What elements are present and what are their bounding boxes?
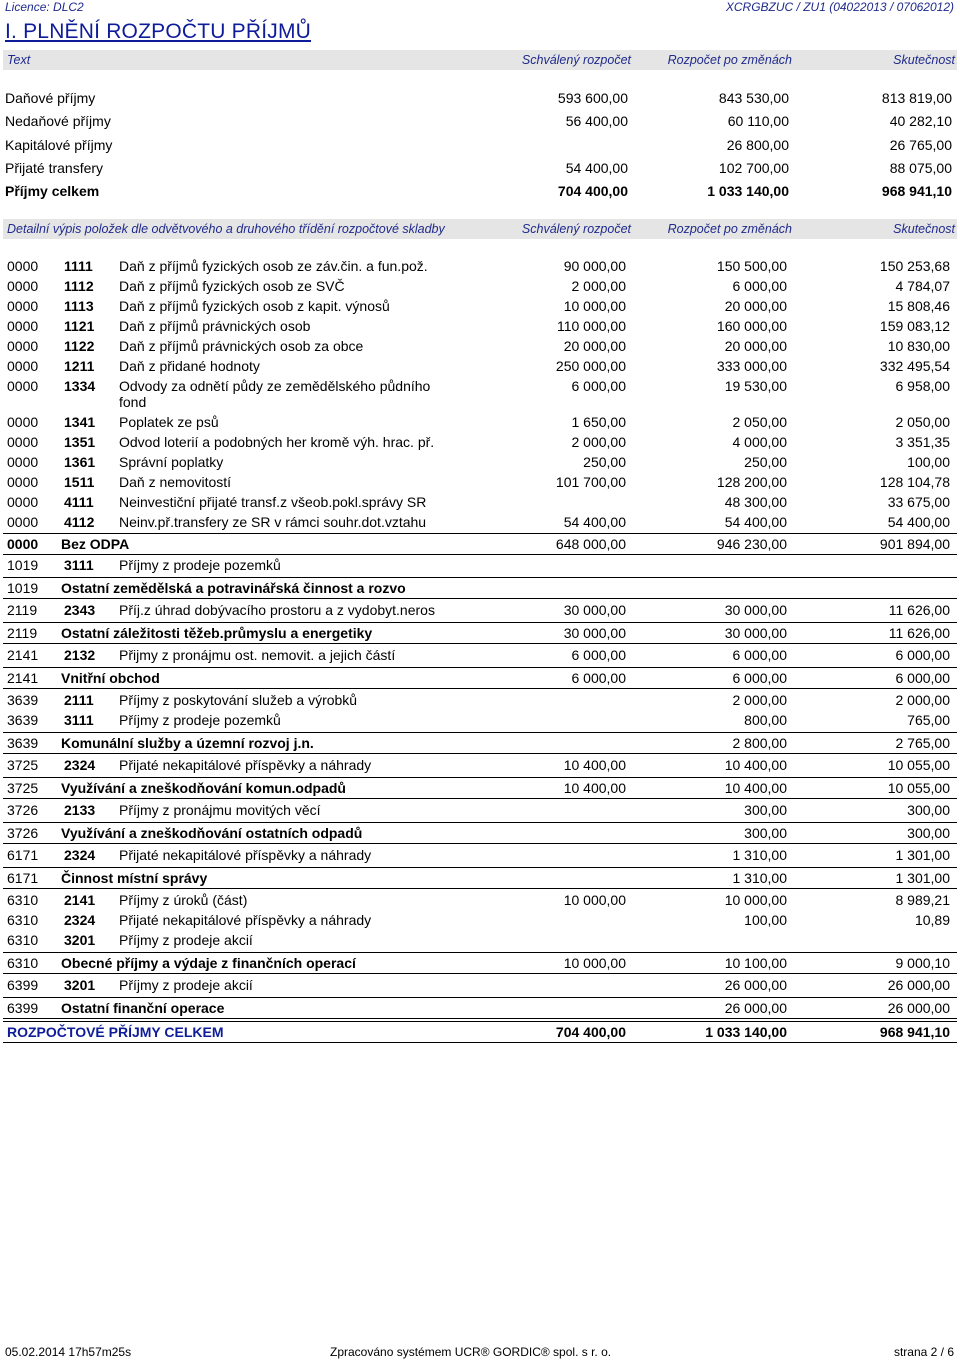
item-approved: 10 400,00 xyxy=(563,757,626,773)
item-text: Příjmy z úroků (část) xyxy=(119,892,248,908)
subtotal-label: Využívání a zneškodňování ostatních odpadů xyxy=(61,825,363,841)
item-text: Neinv.př.transfery ze SR v rámci souhr.dot.vztahu xyxy=(119,514,427,530)
item-actual: 765,00 xyxy=(907,712,950,728)
summary-changed: 1 033 140,00 xyxy=(707,183,789,199)
subtotal-approved: 10 000,00 xyxy=(563,955,626,971)
subtotal-paragraph: 6399 xyxy=(7,1000,39,1016)
item-text: Příj.z úhrad dobývacího prostoru a z vydobyt.neros xyxy=(119,602,435,618)
item-code: 2324 xyxy=(64,912,96,928)
item-code: 1121 xyxy=(64,318,95,334)
subtotal-actual: 9 000,10 xyxy=(895,955,950,971)
page-title: I. PLNĚNÍ ROZPOČTU PŘÍJMŮ xyxy=(5,20,312,43)
subtotal-paragraph: 3725 xyxy=(7,780,39,796)
summary-actual: 813 819,00 xyxy=(881,90,952,106)
item-changed: 2 050,00 xyxy=(732,414,787,430)
summary-changed: 843 530,00 xyxy=(718,90,789,106)
summary-approved: 56 400,00 xyxy=(565,113,628,129)
summary-changed: 60 110,00 xyxy=(727,113,789,129)
subtotal-row xyxy=(3,533,957,555)
paragraph-code: 0000 xyxy=(7,414,39,430)
subtotal-changed: 30 000,00 xyxy=(724,625,787,641)
item-text: Příjmy z pronájmu movitých věcí xyxy=(119,802,321,818)
summary-approved: 54 400,00 xyxy=(565,160,628,176)
subtotal-changed: 2 800,00 xyxy=(732,735,787,751)
item-text: Příjmy z prodeje pozemků xyxy=(119,712,281,728)
item-actual: 3 351,35 xyxy=(895,434,950,450)
summary-label: Příjmy celkem xyxy=(5,183,100,199)
item-approved: 90 000,00 xyxy=(563,258,626,274)
paragraph-code: 3725 xyxy=(7,757,39,773)
subtotal-changed: 10 400,00 xyxy=(724,780,787,796)
item-text: Správní poplatky xyxy=(119,454,224,470)
item-text: Daň z příjmů právnických osob xyxy=(119,318,311,334)
item-changed: 20 000,00 xyxy=(724,298,787,314)
subtotal-actual: 6 000,00 xyxy=(895,670,950,686)
paragraph-code: 6399 xyxy=(7,977,39,993)
summary-label: Kapitálové příjmy xyxy=(5,137,113,153)
licence-label: Licence: DLC2 xyxy=(5,0,84,14)
item-changed: 300,00 xyxy=(744,802,787,818)
paragraph-code: 0000 xyxy=(7,474,39,490)
subtotal-actual: 11 626,00 xyxy=(888,625,950,641)
subtotal-row xyxy=(3,952,957,974)
subtotal-paragraph: 0000 xyxy=(7,536,39,552)
item-changed: 10 400,00 xyxy=(724,757,787,773)
subtotal-actual: 901 894,00 xyxy=(879,536,950,552)
item-approved: 2 000,00 xyxy=(571,278,626,294)
item-code: 4111 xyxy=(64,494,94,510)
item-approved: 54 400,00 xyxy=(563,514,626,530)
subtotal-paragraph: 3726 xyxy=(7,825,39,841)
subtotal-label: Využívání a zneškodňování komun.odpadů xyxy=(61,780,346,796)
item-changed: 20 000,00 xyxy=(724,338,787,354)
item-text: Daň z příjmů fyzických osob ze SVČ xyxy=(119,278,345,294)
item-code: 1341 xyxy=(64,414,96,430)
paragraph-code: 3639 xyxy=(7,692,39,708)
summary-label: Přijaté transfery xyxy=(5,160,104,176)
item-text: Odvod loterií a podobných her kromě výh. hrac. př. xyxy=(119,434,435,450)
item-approved: 250,00 xyxy=(583,454,626,470)
item-actual: 54 400,00 xyxy=(887,514,950,530)
summary-row xyxy=(0,136,960,156)
top-bar xyxy=(0,0,960,14)
summary-row xyxy=(0,159,960,179)
item-code: 4112 xyxy=(64,514,95,530)
subtotal-changed: 300,00 xyxy=(744,825,787,841)
item-code: 1111 xyxy=(64,258,93,274)
summary-header-actual: Skutečnost xyxy=(893,53,955,67)
item-code: 3201 xyxy=(64,932,96,948)
item-changed: 150 500,00 xyxy=(716,258,787,274)
item-changed: 6 000,00 xyxy=(732,647,787,663)
grand-total-row xyxy=(3,1021,957,1043)
item-changed: 4 000,00 xyxy=(732,434,787,450)
summary-changed: 26 800,00 xyxy=(726,137,789,153)
item-code: 1211 xyxy=(64,358,95,374)
item-text: Neinvestiční přijaté transf.z všeob.pokl.správy SR xyxy=(119,494,427,510)
paragraph-code: 6310 xyxy=(7,912,39,928)
item-text: Příjmy z prodeje pozemků xyxy=(119,557,281,573)
item-actual: 6 958,00 xyxy=(895,378,950,394)
summary-approved: 704 400,00 xyxy=(557,183,628,199)
summary-label: Nedaňové příjmy xyxy=(5,113,111,129)
subtotal-actual: 300,00 xyxy=(907,825,950,841)
item-changed: 250,00 xyxy=(744,454,787,470)
paragraph-code: 3726 xyxy=(7,802,39,818)
item-changed: 19 530,00 xyxy=(724,378,787,394)
item-changed: 100,00 xyxy=(744,912,787,928)
summary-header xyxy=(3,50,957,70)
summary-actual: 40 282,10 xyxy=(889,113,952,129)
summary-header-changed: Rozpočet po změnách xyxy=(667,53,792,67)
paragraph-code: 0000 xyxy=(7,278,39,294)
paragraph-code: 0000 xyxy=(7,514,39,530)
item-actual: 10 830,00 xyxy=(887,338,950,354)
subtotal-label: Vnitřní obchod xyxy=(61,670,160,686)
subtotal-approved: 10 400,00 xyxy=(563,780,626,796)
item-text: Přijaté nekapitálové příspěvky a náhrady xyxy=(119,757,372,773)
subtotal-label: Bez ODPA xyxy=(61,536,130,552)
summary-row xyxy=(0,89,960,109)
item-code: 1361 xyxy=(64,454,96,470)
item-code: 1511 xyxy=(64,474,95,490)
subtotal-paragraph: 2141 xyxy=(7,670,39,686)
item-code: 3201 xyxy=(64,977,96,993)
subtotal-row xyxy=(3,667,957,689)
item-actual: 128 104,78 xyxy=(879,474,950,490)
item-code: 2141 xyxy=(64,892,96,908)
subtotal-row xyxy=(3,822,957,844)
item-code: 3111 xyxy=(64,557,94,573)
item-approved: 110 000,00 xyxy=(556,318,626,334)
paragraph-code: 0000 xyxy=(7,454,39,470)
grand-total-label: ROZPOČTOVÉ PŘÍJMY CELKEM xyxy=(7,1024,224,1040)
subtotal-label: Ostatní zemědělská a potravinářská činnost a rozvo xyxy=(61,580,406,596)
item-actual: 300,00 xyxy=(907,802,950,818)
subtotal-row xyxy=(3,622,957,644)
subtotal-changed: 6 000,00 xyxy=(732,670,787,686)
summary-actual: 88 075,00 xyxy=(889,160,952,176)
item-actual: 2 000,00 xyxy=(895,692,950,708)
item-actual: 100,00 xyxy=(907,454,950,470)
item-code: 2324 xyxy=(64,757,96,773)
item-actual: 2 050,00 xyxy=(895,414,950,430)
subtotal-label: Činnost místní správy xyxy=(61,870,208,886)
item-approved: 2 000,00 xyxy=(571,434,626,450)
paragraph-code: 0000 xyxy=(7,434,39,450)
paragraph-code: 6310 xyxy=(7,932,39,948)
subtotal-paragraph: 6310 xyxy=(7,955,39,971)
item-approved: 250 000,00 xyxy=(555,358,626,374)
item-actual: 33 675,00 xyxy=(887,494,950,510)
item-text: Přijaté nekapitálové příspěvky a náhrady xyxy=(119,912,372,928)
item-actual: 8 989,21 xyxy=(895,892,950,908)
subtotal-changed: 26 000,00 xyxy=(724,1000,787,1016)
subtotal-row xyxy=(3,997,957,1019)
item-code: 1334 xyxy=(64,378,96,394)
paragraph-code: 0000 xyxy=(7,358,39,374)
item-text: Příjmy z prodeje akcií xyxy=(119,977,253,993)
item-text: Daň z nemovitostí xyxy=(119,474,232,490)
grand-total-actual: 968 941,10 xyxy=(879,1024,950,1040)
item-text: Daň z příjmů právnických osob za obce xyxy=(119,338,364,354)
item-actual: 150 253,68 xyxy=(879,258,950,274)
subtotal-approved: 6 000,00 xyxy=(571,670,626,686)
subtotal-paragraph: 1019 xyxy=(7,580,39,596)
item-actual: 332 495,54 xyxy=(879,358,950,374)
item-changed: 54 400,00 xyxy=(724,514,787,530)
subtotal-changed: 10 100,00 xyxy=(724,955,787,971)
subtotal-label: Obecné příjmy a výdaje z finančních operací xyxy=(61,955,356,971)
item-code: 3111 xyxy=(64,712,94,728)
paragraph-code: 6310 xyxy=(7,892,39,908)
item-approved: 6 000,00 xyxy=(571,647,626,663)
subtotal-label: Komunální služby a územní rozvoj j.n. xyxy=(61,735,314,751)
summary-row xyxy=(0,182,960,202)
item-text: Přijaté nekapitálové příspěvky a náhrady xyxy=(119,847,372,863)
item-text: Daň z příjmů fyzických osob ze záv.čin. a fun.pož. xyxy=(119,258,428,274)
paragraph-code: 2119 xyxy=(7,602,38,618)
item-code: 1112 xyxy=(64,278,94,294)
item-code: 2133 xyxy=(64,802,96,818)
item-text: Poplatek ze psů xyxy=(119,414,219,430)
item-approved: 30 000,00 xyxy=(563,602,626,618)
item-changed: 48 300,00 xyxy=(724,494,787,510)
subtotal-changed: 1 310,00 xyxy=(732,870,787,886)
subtotal-approved: 30 000,00 xyxy=(563,625,626,641)
item-code: 1351 xyxy=(64,434,96,450)
item-approved: 101 700,00 xyxy=(555,474,626,490)
subtotal-actual: 2 765,00 xyxy=(895,735,950,751)
subtotal-row xyxy=(3,577,957,599)
item-text: Daň z přidané hodnoty xyxy=(119,358,260,374)
item-actual: 4 784,07 xyxy=(895,278,950,294)
detail-header-actual: Skutečnost xyxy=(893,222,955,236)
item-text: Příjmy z poskytování služeb a výrobků xyxy=(119,692,358,708)
item-changed: 6 000,00 xyxy=(732,278,787,294)
paragraph-code: 0000 xyxy=(7,298,39,314)
summary-header-approved: Schválený rozpočet xyxy=(521,53,631,67)
subtotal-label: Ostatní finanční operace xyxy=(61,1000,225,1016)
item-actual: 11 626,00 xyxy=(888,602,950,618)
item-text: Přijmy z pronájmu ost. nemovit. a jejich částí xyxy=(119,647,396,663)
paragraph-code: 0000 xyxy=(7,494,39,510)
summary-changed: 102 700,00 xyxy=(718,160,789,176)
item-text: Odvody za odnětí půdy ze zemědělského půdního fond xyxy=(119,378,431,410)
summary-actual: 968 941,10 xyxy=(881,183,952,199)
item-text: Daň z příjmů fyzických osob z kapit. výnosů xyxy=(119,298,390,314)
detail-header-changed: Rozpočet po změnách xyxy=(667,222,792,236)
paragraph-code: 2141 xyxy=(7,647,39,663)
item-changed: 160 000,00 xyxy=(716,318,787,334)
item-changed: 26 000,00 xyxy=(724,977,787,993)
paragraph-code: 0000 xyxy=(7,338,39,354)
summary-label: Daňové příjmy xyxy=(5,90,96,106)
item-changed: 2 000,00 xyxy=(732,692,787,708)
item-approved: 10 000,00 xyxy=(563,298,626,314)
paragraph-code: 0000 xyxy=(7,318,39,334)
item-actual: 1 301,00 xyxy=(895,847,950,863)
item-actual: 159 083,12 xyxy=(879,318,950,334)
detail-header xyxy=(3,219,957,239)
item-approved: 6 000,00 xyxy=(571,378,626,394)
subtotal-row xyxy=(3,777,957,799)
item-changed: 800,00 xyxy=(744,712,787,728)
subtotal-actual: 10 055,00 xyxy=(887,780,950,796)
subtotal-approved: 648 000,00 xyxy=(555,536,626,552)
item-changed: 10 000,00 xyxy=(724,892,787,908)
item-actual: 26 000,00 xyxy=(887,977,950,993)
subtotal-actual: 26 000,00 xyxy=(887,1000,950,1016)
summary-header-text: Text xyxy=(7,53,31,67)
item-approved: 1 650,00 xyxy=(571,414,626,430)
summary-actual: 26 765,00 xyxy=(889,137,952,153)
footer-date: 05.02.2014 17h57m25s xyxy=(5,1345,132,1359)
subtotal-row xyxy=(3,732,957,754)
item-code: 2132 xyxy=(64,647,96,663)
footer-system: Zpracováno systémem UCR® GORDIC® spol. s r. o. xyxy=(330,1345,612,1359)
item-changed: 128 200,00 xyxy=(716,474,787,490)
item-approved: 10 000,00 xyxy=(563,892,626,908)
grand-total-changed: 1 033 140,00 xyxy=(705,1024,787,1040)
subtotal-paragraph: 6171 xyxy=(7,870,39,886)
item-approved: 20 000,00 xyxy=(563,338,626,354)
item-code: 2324 xyxy=(64,847,96,863)
item-text: Příjmy z prodeje akcií xyxy=(119,932,253,948)
item-actual: 15 808,46 xyxy=(887,298,950,314)
subtotal-label: Ostatní záležitosti těžeb.průmyslu a energetiky xyxy=(61,625,373,641)
report-code: XCRGBZUC / ZU1 (04022013 / 07062012) xyxy=(725,0,954,14)
item-code: 1122 xyxy=(64,338,95,354)
item-changed: 1 310,00 xyxy=(732,847,787,863)
summary-row xyxy=(0,112,960,132)
item-actual: 10 055,00 xyxy=(887,757,950,773)
item-actual: 10,89 xyxy=(914,912,950,928)
grand-total-approved: 704 400,00 xyxy=(555,1024,626,1040)
item-code: 2111 xyxy=(64,692,94,708)
item-changed: 30 000,00 xyxy=(724,602,787,618)
detail-header-text: Detailní výpis položek dle odvětvového a druhového třídění rozpočtové skladby xyxy=(7,222,445,236)
detail-header-approved: Schválený rozpočet xyxy=(521,222,631,236)
paragraph-code: 0000 xyxy=(7,258,39,274)
subtotal-row xyxy=(3,867,957,889)
paragraph-code: 1019 xyxy=(7,557,39,573)
item-code: 2343 xyxy=(64,602,96,618)
summary-approved: 593 600,00 xyxy=(557,90,628,106)
paragraph-code: 0000 xyxy=(7,378,39,394)
item-code: 1113 xyxy=(64,298,94,314)
item-changed: 333 000,00 xyxy=(716,358,787,374)
subtotal-changed: 946 230,00 xyxy=(716,536,787,552)
item-actual: 6 000,00 xyxy=(895,647,950,663)
footer-page: strana 2 / 6 xyxy=(893,1345,954,1359)
paragraph-code: 6171 xyxy=(7,847,39,863)
paragraph-code: 3639 xyxy=(7,712,39,728)
subtotal-actual: 1 301,00 xyxy=(895,870,950,886)
subtotal-paragraph: 2119 xyxy=(7,625,38,641)
subtotal-paragraph: 3639 xyxy=(7,735,39,751)
